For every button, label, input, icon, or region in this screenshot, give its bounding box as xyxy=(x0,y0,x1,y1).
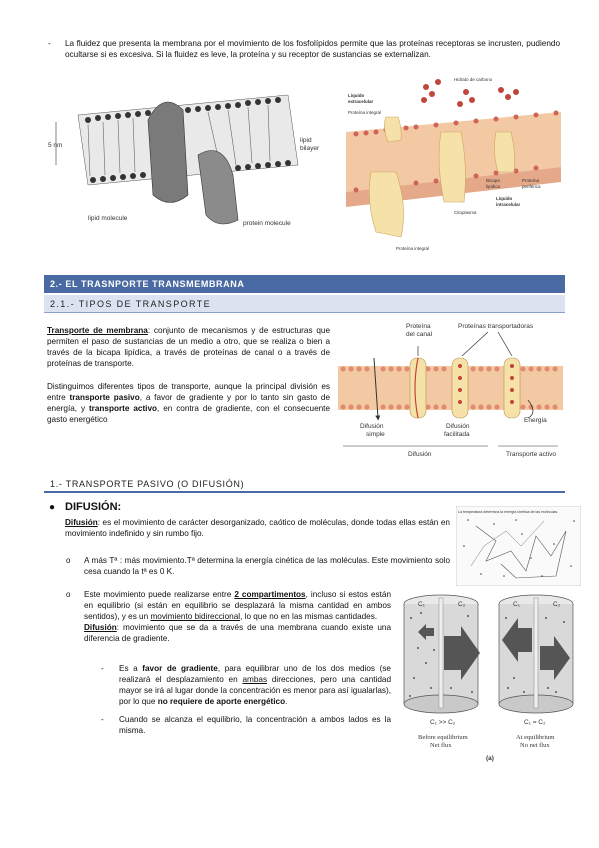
label-proteina-integral-2: Proteína integral xyxy=(396,246,430,251)
temperature-point: A más Tª : más movimiento.Tª determina la energía cinética de las moléculas. Este movimiento solo cesa cuando la tª es 0 K. xyxy=(84,556,450,576)
label-energia: Energía xyxy=(524,417,547,424)
d1-ambas: ambas xyxy=(242,675,268,684)
label-c2-a: C₂ xyxy=(458,601,466,608)
section-subtitle-bar xyxy=(44,295,565,313)
d1-no-energia: no requiere de aporte energético xyxy=(157,697,286,706)
label-transporte-activo: Transporte activo xyxy=(506,451,556,458)
o2-c: , incluso si estos están en equilibrio (si están en equilibrio se desplazará la misma cantidad en ambos sentidos), y es un xyxy=(84,590,391,621)
label-a: (a) xyxy=(486,755,494,762)
transport-def: : conjunto de mecanismos y de estructuras que permiten el paso de sustancias de un medio a otro, que se realiza o bien a través de la bicapa lipídica, a través de proteínas de canal o a través de proteínas de transporte. xyxy=(47,326,331,368)
d1-g: . xyxy=(285,697,288,706)
label-bicapa-2: lipídica xyxy=(486,184,501,189)
label-lipid-molecule: lipid molecule xyxy=(88,215,128,222)
label-citoplasma: Citoplasma xyxy=(454,210,477,215)
label-difusion-facilitada-1: Difusión xyxy=(446,423,470,430)
colored-membrane-figure xyxy=(346,72,561,262)
difusion-def-text: : es el movimiento de carácter desorganizado, caótico de moléculas, donde todas ellas están en movimiento indefinido y sin rumbo fijo. xyxy=(65,518,450,538)
transport-activo-term: transporte activo xyxy=(88,404,158,413)
o1-bullet: o xyxy=(66,556,71,565)
intro-dash: - xyxy=(48,39,51,48)
transport-pasivo-term: transporte pasivo xyxy=(69,393,140,402)
label-5nm: 5 nm xyxy=(48,142,63,149)
kinetic-caption: La temperatura determina la energía cinética de las moléculas xyxy=(458,510,558,514)
label-hidrato: Hidrato de carbono xyxy=(454,77,493,82)
d2-dash: - xyxy=(101,715,104,724)
label-proteina-canal-1: Proteína xyxy=(406,323,431,330)
equilibrium-point: Cuando se alcanza el equilibrio, la concentración a ambos lados es la misma. xyxy=(119,715,391,735)
label-protein-molecule: protein molecule xyxy=(243,220,291,227)
o2-a: Este movimiento puede realizarse entre xyxy=(84,590,235,599)
label-c1-b: C₁ xyxy=(513,601,520,608)
passive-transport-bar xyxy=(44,477,565,493)
compartments-point xyxy=(84,589,391,644)
label-liquido-int-1: Líquido xyxy=(496,196,513,201)
label-c1-a: C₁ xyxy=(418,601,425,608)
label-proteinas-transportadoras: Proteínas transportadoras xyxy=(458,323,534,330)
d1-c: , para equilibrar uno de los dos medios (se realizará el desplazamiento en xyxy=(119,664,391,684)
o2-g: : movimiento que se da a través de una membrana cuando existe una diferencia de gradiente. xyxy=(84,623,391,643)
o2-e: , lo que no en las mismas cantidades. xyxy=(240,612,378,621)
label-c1-eq-c2: C₁ = C₂ xyxy=(524,719,546,726)
o2-bullet: o xyxy=(66,590,71,599)
d1-e: direcciones, pero una cantidad mayor se irá al lugar donde la concentración es menor para así igualarlas), por lo que xyxy=(119,675,392,706)
intro-paragraph: La fluidez que presenta la membrana por el movimiento de los fosfolípidos permite que las proteínas receptoras se incrusten, pudiendo ocultarse si es excesiva. Si la fluidez es leve, la proteína y su receptor de sustancias se externalizan. xyxy=(65,39,560,59)
difusion-def-term: Difusión xyxy=(65,518,98,527)
section-subtitle: 2.1.- TIPOS DE TRANSPORTE xyxy=(50,299,212,309)
label-c1-gt-c2: C₁ >> C₂ xyxy=(430,719,456,726)
transport-types-paragraph xyxy=(47,381,330,425)
section-title-bar xyxy=(44,275,565,293)
difusion-bullet: ● xyxy=(49,502,56,513)
label-at-2: No net flux xyxy=(520,742,550,749)
label-periferica-2: periférica xyxy=(522,184,541,189)
label-before-2: Net flux xyxy=(430,742,452,749)
d1-a: Es a xyxy=(119,664,143,673)
label-liquido-ext-2: extracelular xyxy=(348,99,374,104)
transport-term: Transporte de membrana xyxy=(47,326,148,335)
label-proteina-integral: Proteína integral xyxy=(348,110,382,115)
label-liquido-int-2: intracelular xyxy=(496,202,521,207)
d1-favor-gradiente: favor de gradiente xyxy=(142,664,218,673)
passive-transport-title: 1.- TRANSPORTE PASIVO (O DIFUSIÓN) xyxy=(50,479,245,489)
label-liquido-ext-1: Líquido xyxy=(348,93,365,98)
label-proteina-canal-2: del canal xyxy=(406,331,433,338)
difusion-definition xyxy=(65,517,450,539)
label-periferica-1: Proteína xyxy=(522,178,540,183)
transport-p2-a: Distinguimos diferentes tipos de transporte, aunque la principal división es entre xyxy=(47,382,330,402)
equilibrium-cylinders-figure xyxy=(396,588,586,768)
label-difusion-simple-2: simple xyxy=(366,431,385,438)
label-at-1: At equilibrium xyxy=(516,734,555,741)
label-bicapa-1: Bicapa xyxy=(486,178,500,183)
label-difusion-simple-1: Difusión xyxy=(360,423,384,430)
label-difusion-facilitada-2: facilitada xyxy=(444,431,470,438)
section-title: 2.- EL TRASNPORTE TRANSMEMBRANA xyxy=(50,279,245,289)
transport-p2-e: , en contra de gradiente, con el consecuente gasto energético xyxy=(47,404,330,424)
label-lipid-bilayer-1: lipid xyxy=(300,137,312,144)
transport-types-figure xyxy=(338,318,563,463)
transport-definition xyxy=(47,325,330,369)
gradient-point xyxy=(119,663,391,707)
label-difusion: Difusión xyxy=(408,451,432,458)
o2-difusion-term: Difusión xyxy=(84,623,117,632)
label-before-1: Before equilibrium xyxy=(418,734,468,741)
kinetic-energy-figure xyxy=(456,506,581,586)
membrane-model-figure xyxy=(48,80,328,240)
transport-p2-c: , a favor de gradiente y por lo tanto sin gasto de energía, y xyxy=(47,393,331,413)
label-c2-b: C₂ xyxy=(553,601,561,608)
d1-dash: - xyxy=(101,664,104,673)
label-lipid-bilayer-2: bilayer xyxy=(300,145,320,152)
o2-compartimentos: 2 compartimentos xyxy=(234,590,306,599)
o2-bidireccional: movimiento bidireccional xyxy=(150,612,241,621)
difusion-heading: DIFUSIÓN: xyxy=(65,501,122,513)
